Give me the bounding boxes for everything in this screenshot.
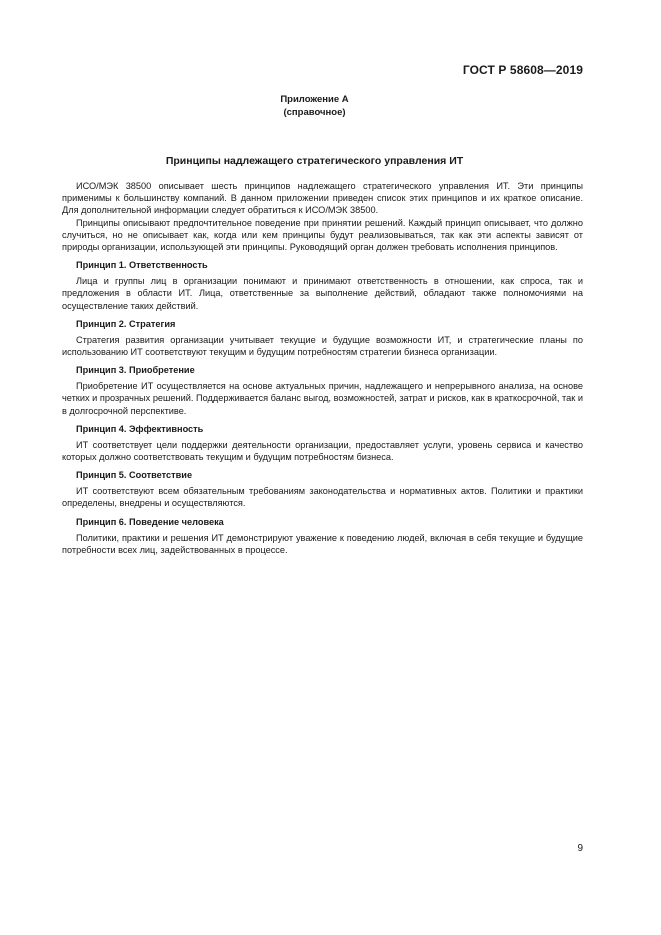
principle-4-text: ИТ соответствует цели поддержки деятельности организации, предоставляет услуги, уровень сервиса и качество которых должно соответствовать текущим и будущим потребностям бизнеса. xyxy=(62,439,583,463)
principle-6-heading: Принцип 6. Поведение человека xyxy=(76,516,224,527)
principle-4-heading: Принцип 4. Эффективность xyxy=(76,423,204,434)
section-title: Принципы надлежащего стратегического управления ИТ xyxy=(165,155,464,167)
intro-paragraph: ИСО/МЭК 38500 описывает шесть принципов надлежащего стратегического управления ИТ. Эти принципы применимы к большинству компаний. В данном приложении приведен список этих принципов и их краткое описание. Для дополнительной информации следует обратиться к ИСО/МЭК 38500. xyxy=(62,181,583,216)
annex-title: Приложение А xyxy=(280,94,349,105)
principle-3-text: Приобретение ИТ осуществляется на основе актуальных причин, надлежащего и непрерывного анализа, на основе четких и прозрачных решений. Поддерживается баланс выгод, возможностей, затрат и рисков, как в краткосрочной, так и в долгосрочной перспективе. xyxy=(62,381,583,416)
principle-3-heading: Принцип 3. Приобретение xyxy=(76,365,195,376)
intro-paragraph: Принципы описывают предпочтительное поведение при принятии решений. Каждый принцип описывает, что должно случиться, но не описывает как, когда или кем принципы будут реализовываться, так как эти аспекты зависят от природы организации, использующей эти принципы. Руководящий орган должен требовать исполнения принципов. xyxy=(62,217,583,253)
principle-2-heading: Принцип 2. Стратегия xyxy=(76,318,176,329)
principle-1-text: Лица и группы лиц в организации понимают и принимают ответственность в отношении, как спроса, так и предложения в области ИТ. Лица, ответственные за выполнение действий, обладают также полномочиями на осуществление таких действий. xyxy=(62,276,583,311)
annex-subtitle: (справочное) xyxy=(283,107,346,118)
principle-1-heading: Принцип 1. Ответственность xyxy=(76,260,208,271)
principle-5-text: ИТ соответствуют всем обязательным требованиям законодательства и нормативных актов. Политики и практики определены, внедрены и осуществляются. xyxy=(62,486,583,509)
document-code: ГОСТ Р 58608—2019 xyxy=(462,63,583,77)
section-body xyxy=(62,180,583,556)
principle-5-heading: Принцип 5. Соответствие xyxy=(76,470,193,481)
page-number: 9 xyxy=(577,843,583,854)
principle-2-text: Стратегия развития организации учитывает текущие и будущие возможности ИТ, и стратегические планы по использованию ИТ соответствуют текущим и будущим потребностям стратегии бизнеса организации. xyxy=(62,334,583,358)
annex-heading xyxy=(0,93,629,119)
principle-6-text: Политики, практики и решения ИТ демонстрируют уважение к поведению людей, включая в себя текущие и будущие потребности всех лиц, задействованных в процессе. xyxy=(62,532,583,555)
